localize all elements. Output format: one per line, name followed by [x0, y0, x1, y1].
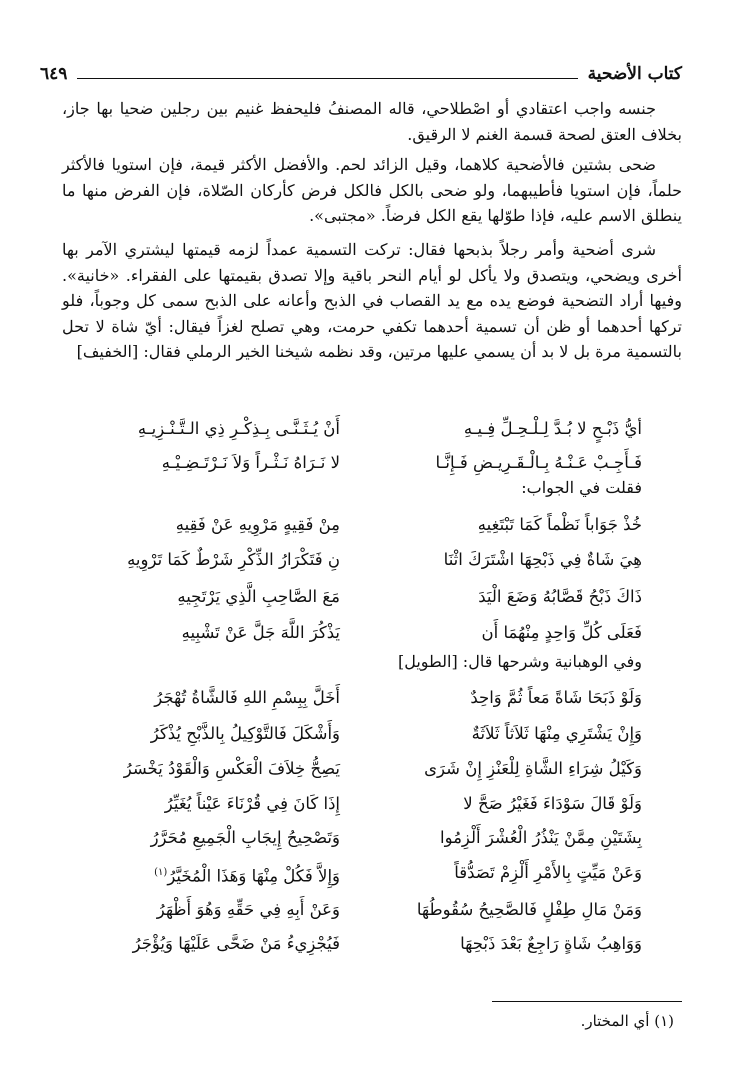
poem3-verse-8-first: وَوَاهِبُ شَاةٍ رَاجِعٌ بَعْدَ ذَبْحِهَا: [460, 934, 642, 953]
poem2-verse-2-first: هِيَ شَاةٌ فِي ذَبْحِهَا اشْتَرَكَ اثْنَا: [443, 550, 642, 569]
poem1-verse-1-second: أَنْ يُـثَـنَّـى بِـذِكْـرِ ذِي الـتَّـنْـزِيـهِ: [137, 419, 340, 438]
poem3-verse-3-first: وَكَيْلُ شِرَاءِ الشَّاةِ لِلْعَنْزِ إِنْ شَرَى: [424, 759, 642, 778]
answer-label: فقلت في الجواب:: [521, 478, 642, 497]
poem3-verse-5-first: بِشَتَيْنِ مِمَّنْ يَنْذُرُ الْعُشْرَ أَلْزِمُوا: [439, 828, 642, 847]
poem2-verse-1-first: خُذْ جَوَاباً نَظْماً كَمَا تَبْتَغِيهِ: [477, 515, 642, 534]
poem2-verse-4-second: يَذْكُرَ اللَّهَ جَلَّ عَنْ تَشْبِيهِ: [181, 623, 340, 642]
poem3-verse-1-second: أَخَلَّ بِبِسْمِ اللهِ فَالشَّاةُ تُهْجَرُ: [154, 688, 340, 707]
chapter-title: كتاب الأضحية: [587, 64, 682, 84]
header-rule: [77, 78, 577, 79]
poem3-verse-2-first: وَإِنْ يَشْتَرِي مِنْهَا ثَلاَثاً ثَلاَثَةٌ: [471, 724, 642, 743]
poem2-verse-4-first: فَعَلَى كُلِّ وَاحِدٍ مِنْهُمَا أَن: [481, 623, 642, 642]
poem3-verse-4-second: إِذَا كَانَ فِي قُرْنَاءَ عَيْناً يُغَيِّرُ: [164, 794, 340, 813]
poem1-verse-2-first: فَـأَجِـبْ عَـنْـهُ بِـالْـقَـرِيـضِ فَـإِنَّـا: [435, 453, 642, 472]
poem3-verse-2-second: وَأَشْكَلَ فَالتَّوْكِيلُ بِالذَّبْحِ يُذْكَرُ: [150, 724, 340, 743]
poem3-verse-6-second-text: وَإِلاَّ فَكُلْ مِنْهَا وَهَذَا الْمُخَيَّرُ: [167, 866, 340, 886]
footnote-rule: [492, 1001, 682, 1002]
running-header: [40, 58, 682, 84]
poem2-verse-1-second: مِنْ فَقِيهٍ مَرْوِيهِ عَنْ فَقِيهِ: [175, 515, 340, 534]
footnote-ref-1[interactable]: (١): [154, 867, 168, 878]
wahbaniya-label: وفي الوهبانية وشرحها قال: [الطويل]: [397, 652, 642, 671]
poem2-verse-3-second: مَعَ الصَّاحِبِ الَّذِي يَرْتَجِيهِ: [177, 587, 340, 606]
paragraph-3: شرى أضحية وأمر رجلاً بذبحها فقال: تركت التسمية عمداً لزمه قيمتها ليشتري الآمر بها أخرى ويضحي، ويتصدق ولا يأكل لو أيام النحر باقية وإلا تصدق بقيمتها على الفقراء. «خانية». وفيها أراد التضحية فوضع يده مع يد القصاب في الذبح وأعانه على الذبح سمى كل وجوباً، فلو تركها أحدهما أو ظن أن تسمية أحدهما تكفي حرمت، وهي تصلح لغزاً فيقال: أيّ شاة لا تحل بالتسمية مرة بل لا بد أن يسمي عليها مرتين، وقد نظمه شيخنا الخير الرملي فقال: [الخفيف]: [62, 240, 682, 361]
paragraph-2: ضحى بشتين فالأضحية كلاهما، وقيل الزائد لحم. والأفضل الأكثر قيمة، فإن استويا فالأكثر حلماً، فإن استويا فأطيبهما، ولو ضحى بالكل فالكل فرض كأركان الصّلاة، فإن الفرض منها ما ينطلق الاسم عليه، فإذا طوّلها يقع الكل فرضاً. «مجتبى».: [62, 155, 683, 225]
poem3-verse-3-second: يَصِحُّ خِلاَفَ الْعَكْسِ وَالْقَوْدُ يَخْسَرُ: [123, 759, 340, 778]
poem1-verse-2-second: لا نَـرَاهُ نَـثْـراً وَلاَ نَـرْتَـضِـيْـهِ: [161, 453, 340, 472]
poem2-verse-3-first: ذَاكَ ذَبْحُ قَصَّابُهُ وَضَعَ الْيَدَ: [478, 587, 642, 606]
page-number: ٦٤٩: [40, 64, 68, 84]
poem3-verse-7-first: وَمَنْ مَالِ طِفْلٍ فَالصَّحِيحُ سُقُوطُهَا: [416, 900, 642, 919]
poem3-verse-1-first: وَلَوْ ذَبَحَا شَاةً مَعاً ثُمَّ وَاحِدٌ: [470, 688, 642, 707]
paragraph-1: جنسه واجب اعتقادي أو اصْطلاحي، قاله المصنفُ فليحفظ غنيم بين رجلين ضحيا بها جاز، بخلاف العتق لصحة قسمة الغنم لا الرقيق.: [62, 99, 682, 144]
poem2-verse-2-second: نِ فَتَكْرَارُ الذِّكْرِ شَرْطٌ كَمَا تَرْوِيهِ: [127, 550, 340, 569]
footnote-1: (١) أي المختار.: [580, 1012, 674, 1030]
poem1-verse-1-first: أيُّ ذَبْـحٍ لا بُـدَّ لِـلْـحِـلِّ فِـيـهِ: [463, 419, 642, 438]
poem3-verse-5-second: وَتَصْحِيحُ إِيجَابِ الْجَمِيعِ مُحَرَّرُ: [150, 828, 340, 847]
poem3-verse-6-first: وَعَنْ مَيِّتٍ بِالأَمْرِ أَلْزِمْ تَصَدُّقاً: [454, 863, 642, 882]
poem3-verse-6-second: [72, 857, 340, 889]
poem3-verse-7-second: وَعَنْ أَبِهِ فِي حَقِّهِ وَهُوَ أَظْهَرُ: [156, 900, 340, 919]
poem3-verse-8-second: فَيُجْزِيءُ مَنْ ضَحَّى عَلَيْهَا وَيُؤْجَرُ: [132, 934, 340, 953]
poem3-verse-4-first: وَلَوْ قَالَ سَوْدَاءَ فَغَيْرُ صَحَّ لا: [463, 794, 642, 813]
